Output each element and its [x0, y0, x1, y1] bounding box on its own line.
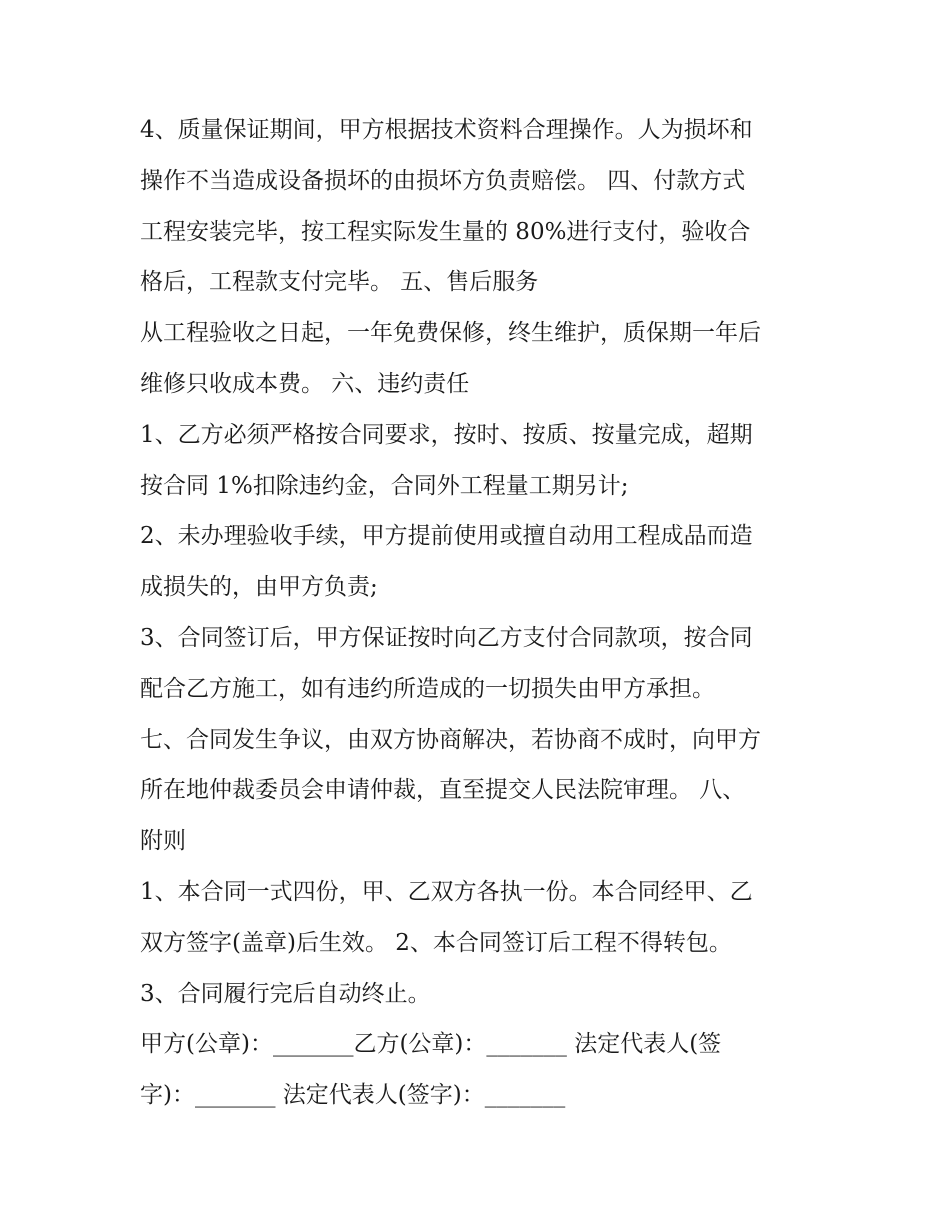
text-line: 1、本合同一式四份，甲、乙双方各执一份。本合同经甲、乙 — [140, 878, 753, 905]
signature-line: 甲方(公章)：_______乙方(公章)：_______ 法定代表人(签 — [140, 1031, 722, 1058]
text-line: 维修只收成本费。 六、违约责任 — [140, 370, 470, 397]
text-line: 配合乙方施工，如有违约所造成的一切损失由甲方承担。 — [140, 675, 715, 702]
signature-line: 字)：_______ 法定代表人(签字)：_______ — [140, 1082, 566, 1109]
text-line: 4、质量保证期间，甲方根据技术资料合理操作。人为损坏和 — [140, 117, 753, 143]
contract-body — [140, 105, 820, 1121]
text-line: 按合同 1%扣除违约金，合同外工程量工期另计; — [140, 472, 629, 499]
text-line: 所在地仲裁委员会申请仲裁，直至提交人民法院审理。 八、 — [140, 777, 746, 804]
text-line: 1、乙方必须严格按合同要求，按时、按质、按量完成，超期 — [140, 421, 753, 448]
text-line: 工程安装完毕，按工程实际发生量的 80%进行支付，验收合 — [140, 218, 751, 245]
text-line: 七、合同发生争议，由双方协商解决，若协商不成时，向甲方 — [140, 726, 761, 753]
text-line: 3、合同签订后，甲方保证按时向乙方支付合同款项，按合同 — [140, 624, 753, 651]
text-line: 2、未办理验收手续，甲方提前使用或擅自动用工程成品而造 — [140, 523, 753, 550]
text-line: 操作不当造成设备损坏的由损坏方负责赔偿。 四、付款方式 — [140, 167, 746, 194]
text-line: 附则 — [140, 828, 186, 855]
text-line: 从工程验收之日起，一年免费保修，终生维护，质保期一年后 — [140, 320, 761, 347]
text-line: 成损失的，由甲方负责; — [140, 574, 378, 601]
text-line: 3、合同履行完后自动终止。 — [140, 980, 431, 1007]
text-line: 格后，工程款支付完毕。 五、售后服务 — [140, 269, 539, 296]
text-line: 双方签字(盖章)后生效。 2、本合同签订后工程不得转包。 — [140, 929, 732, 956]
